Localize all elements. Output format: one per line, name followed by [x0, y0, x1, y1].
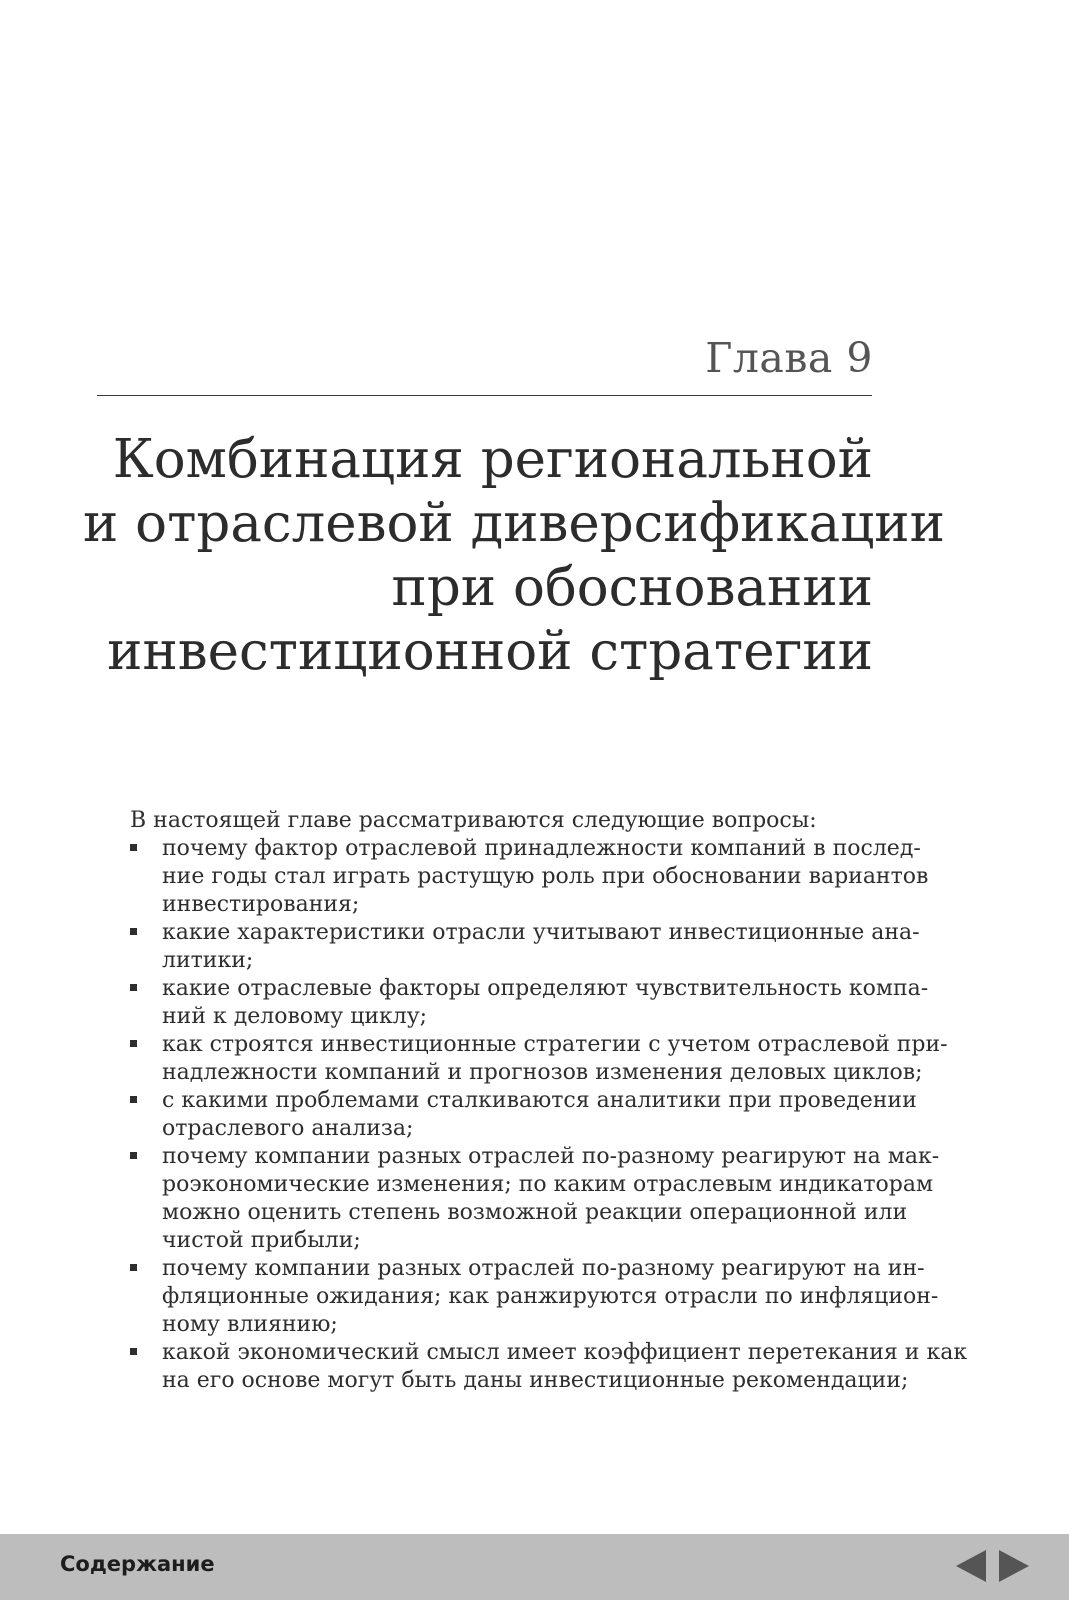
bullet-icon	[130, 984, 137, 991]
list-item-line: почему компании разных отраслей по-разному реагируют на ин-	[162, 1256, 925, 1281]
list-item	[130, 1087, 917, 1143]
next-page-icon[interactable]	[999, 1550, 1029, 1582]
list-item-line: на его основе могут быть даны инвестиционные рекомендации;	[162, 1368, 909, 1393]
list-item-line: отраслевого анализа;	[162, 1116, 414, 1141]
list-item	[130, 1255, 939, 1339]
list-item	[130, 1143, 940, 1255]
list-item-line: почему компании разных отраслей по-разному реагируют на мак-	[162, 1144, 940, 1169]
list-item-line: ному влиянию;	[162, 1312, 338, 1337]
list-item-line: с какими проблемами сталкиваются аналитики при проведении	[162, 1088, 917, 1113]
chapter-title-line: Комбинация региональной	[112, 429, 873, 490]
list-item-line: надлежности компаний и прогнозов изменения деловых циклов;	[162, 1060, 923, 1085]
chapter-divider	[97, 395, 872, 396]
list-item-line: как строятся инвестиционные стратегии с учетом отраслевой при-	[162, 1032, 948, 1057]
list-item-line: чистой прибыли;	[162, 1228, 361, 1253]
topic-list	[130, 835, 968, 1395]
footer-nav-bar	[0, 1534, 1069, 1600]
bullet-icon	[130, 928, 137, 935]
bullet-icon	[130, 1348, 137, 1355]
bullet-icon	[130, 844, 137, 851]
list-item-line: какие характеристики отрасли учитывают инвестиционные ана-	[162, 920, 920, 945]
list-item-line: какие отраслевые факторы определяют чувствительность компа-	[162, 976, 929, 1001]
contents-link[interactable]: Содержание	[60, 1552, 215, 1576]
list-item-line: литики;	[162, 948, 254, 973]
bullet-icon	[130, 1096, 137, 1103]
bullet-icon	[130, 1040, 137, 1047]
list-item-line: какой экономический смысл имеет коэффициент перетекания и как	[162, 1340, 968, 1365]
list-item	[130, 975, 929, 1031]
list-item	[130, 1031, 948, 1087]
list-item-line: роэкономические изменения; по каким отраслевым индикаторам	[162, 1172, 934, 1197]
list-item	[130, 1339, 968, 1395]
list-item	[130, 835, 929, 919]
list-item-line: ний к деловому циклу;	[162, 1004, 428, 1029]
list-item-line: можно оценить степень возможной реакции операционной или	[162, 1200, 908, 1225]
chapter-title-line: при обосновании	[391, 557, 873, 618]
chapter-title	[83, 428, 945, 684]
bullet-icon	[130, 1264, 137, 1271]
list-item	[130, 919, 920, 975]
list-item-line: фляционные ожидания; как ранжируются отрасли по инфляцион-	[162, 1284, 939, 1309]
intro-text: В настоящей главе рассматриваются следующие вопросы:	[130, 808, 817, 833]
previous-page-icon[interactable]	[956, 1550, 986, 1582]
list-item-line: почему фактор отраслевой принадлежности компаний в послед-	[162, 836, 921, 861]
chapter-title-line: инвестиционной стратегии	[107, 621, 873, 682]
list-item-line: инвестирования;	[162, 892, 360, 917]
bullet-icon	[130, 1152, 137, 1159]
chapter-label: Глава 9	[705, 334, 873, 382]
chapter-title-line: и отраслевой диверсификации	[83, 493, 945, 554]
list-item-line: ние годы стал играть растущую роль при обосновании вариантов	[162, 864, 929, 889]
